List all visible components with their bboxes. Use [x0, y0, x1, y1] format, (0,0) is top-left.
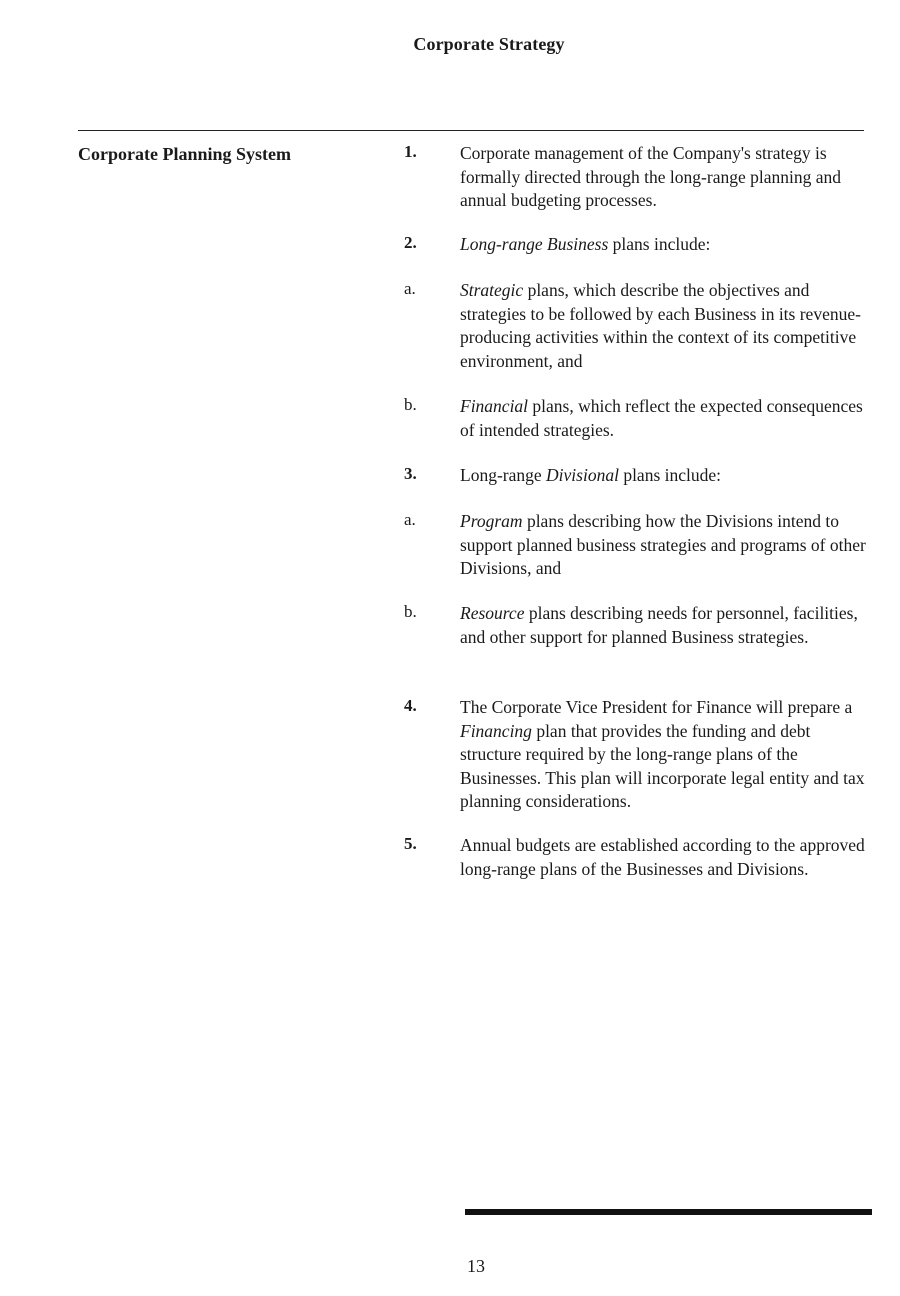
item-marker: 5.	[404, 834, 417, 853]
item-text	[460, 464, 872, 488]
item-marker: 4.	[404, 696, 417, 715]
item-text	[460, 602, 872, 649]
item-rest: plans include:	[608, 234, 711, 254]
item-marker: b.	[404, 602, 417, 621]
item-text	[460, 395, 872, 442]
top-divider	[78, 130, 864, 131]
item-text	[460, 510, 872, 581]
item-italic: Financial	[460, 396, 529, 416]
item-italic: Financing	[460, 720, 532, 741]
item-marker: 1.	[404, 142, 417, 161]
item-rest: plans describing how the Divisions intend to support planned business strategies and programs of other Divisions, and	[460, 511, 866, 578]
item-marker: a.	[404, 279, 416, 298]
bottom-divider	[465, 1209, 872, 1215]
item-pre: Long-range	[460, 465, 547, 485]
item-marker: 2.	[404, 233, 417, 252]
item-pre: The Corporate Vice President for Finance will prepare a	[460, 697, 853, 717]
item-rest: plans include:	[618, 465, 721, 485]
item-italic: Resource	[460, 603, 525, 623]
item-text	[460, 233, 872, 257]
item-marker: 3.	[404, 464, 417, 483]
item-rest: plan that provides the funding and debt structure required by the long-range plans of the Businesses. This plan will incorporate legal entity and tax planning considerations.	[460, 720, 865, 811]
item-text: Annual budgets are established according to the approved long-range plans of the Businesses and Divisions.	[460, 835, 865, 879]
item-rest: plans describing needs for personnel, facilities, and other support for planned Business strategies.	[460, 603, 858, 647]
item-italic: Program	[460, 511, 523, 531]
item-marker: a.	[404, 510, 416, 529]
item-rest: plans, which reflect the expected consequences of intended strategies.	[460, 396, 863, 440]
page-number: 13	[467, 1256, 485, 1276]
item-text: Corporate management of the Company's strategy is formally directed through the long-range planning and annual budgeting processes.	[460, 143, 841, 210]
item-marker: b.	[404, 395, 417, 414]
item-rest: plans, which describe the objectives and strategies to be followed by each Business in its revenue-producing activities within the context of its competitive environment, and	[460, 280, 861, 371]
item-italic: Long-range Business	[460, 234, 609, 254]
item-italic: Divisional	[546, 465, 619, 485]
page-header: Corporate Strategy	[413, 34, 565, 54]
section-title: Corporate Planning System	[78, 144, 291, 164]
item-italic: Strategic	[460, 280, 524, 300]
item-text	[460, 696, 872, 814]
item-text	[460, 279, 872, 373]
